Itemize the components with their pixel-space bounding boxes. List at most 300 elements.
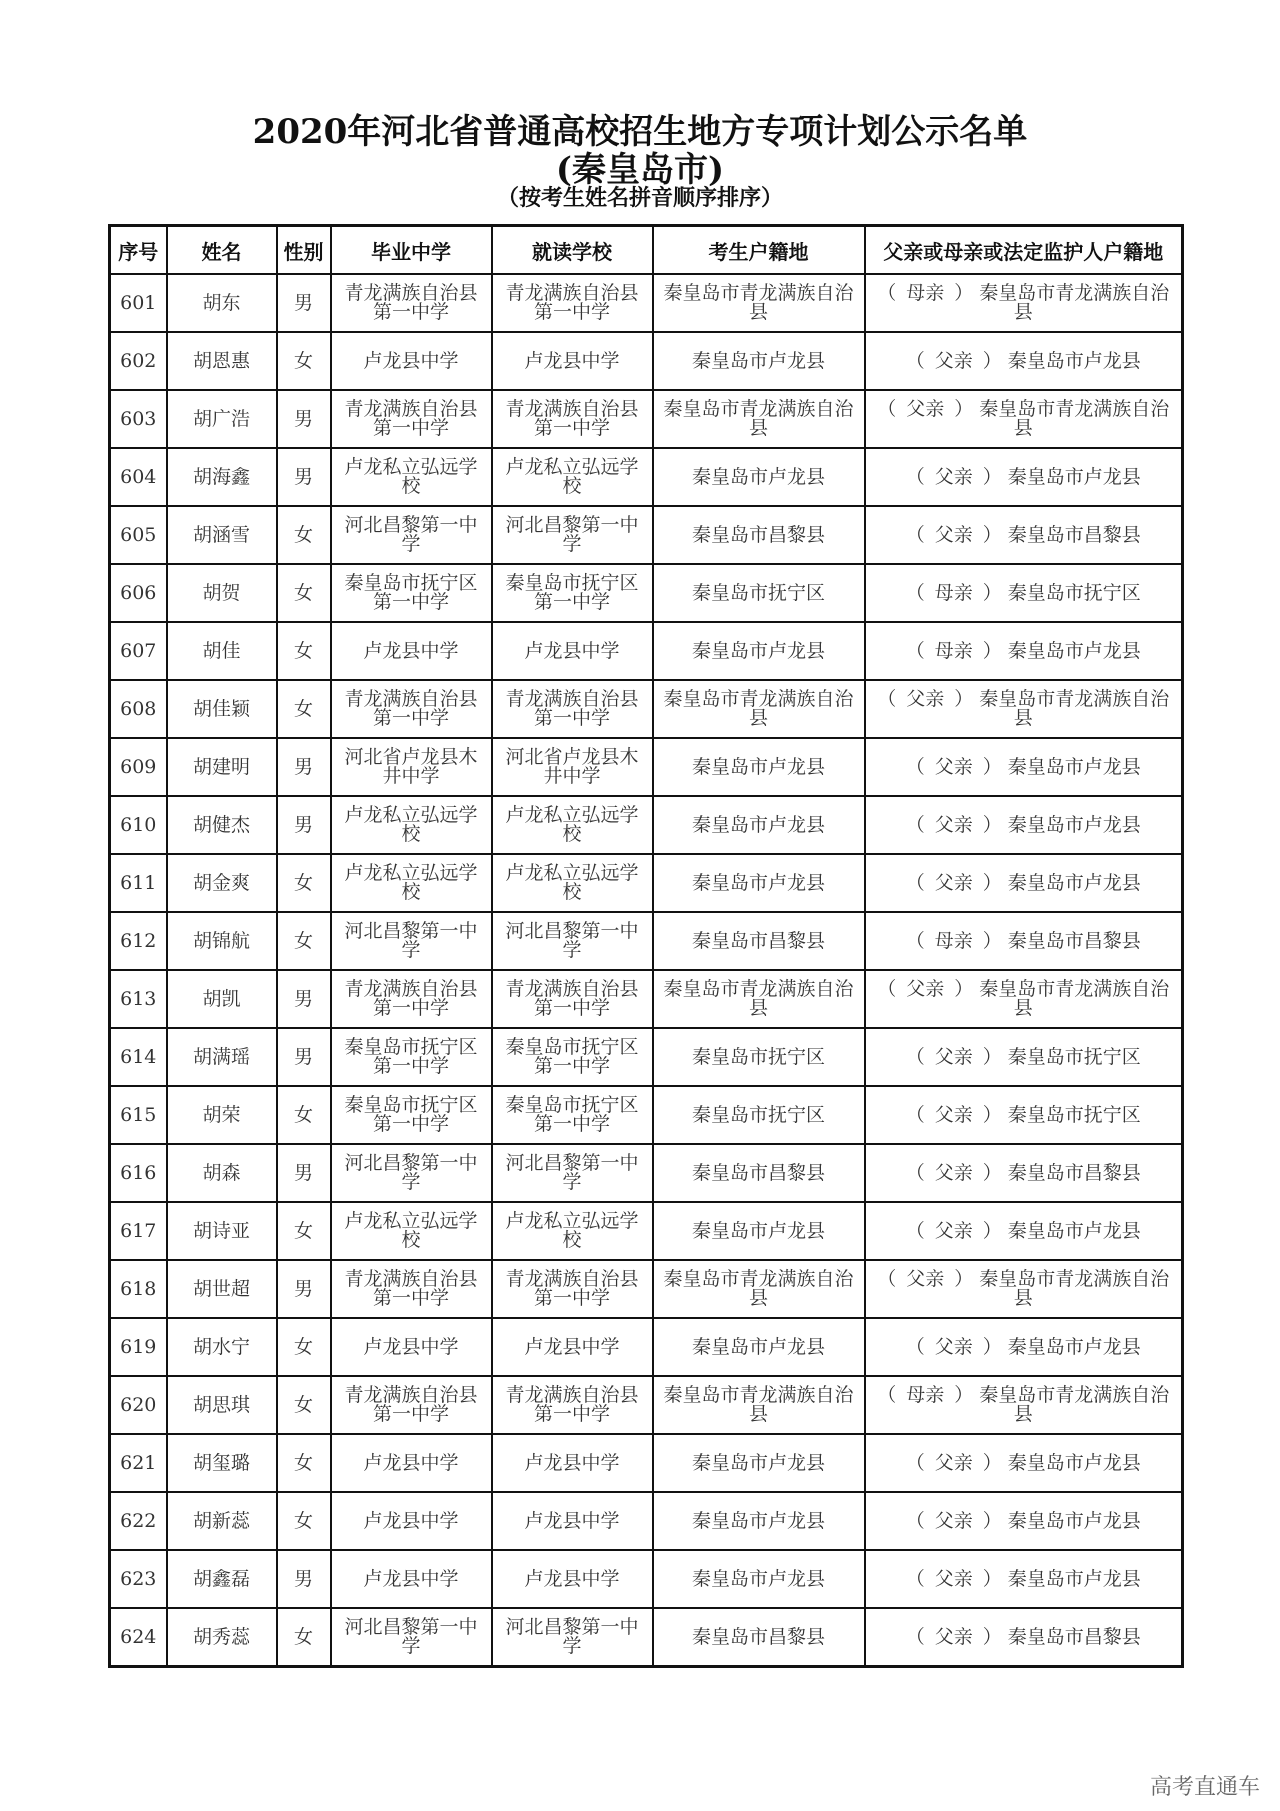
cell-current-school: 青龙满族自治县第一中学 <box>492 680 653 738</box>
cell-current-school: 卢龙私立弘远学校 <box>492 448 653 506</box>
table-row <box>110 1492 1183 1550</box>
parent-hukou: 秦皇岛市青龙满族自治县 <box>979 398 1170 439</box>
cell-sex: 女 <box>277 1434 331 1492</box>
cell-sex: 男 <box>277 448 331 506</box>
cell-grad-school: 青龙满族自治县第一中学 <box>331 390 492 448</box>
relation: 父亲 <box>906 398 945 420</box>
document-title: 2020年河北省普通高校招生地方专项计划公示名单 <box>252 112 1028 152</box>
paren-close: ） <box>982 1625 1002 1648</box>
cell-hukou: 秦皇岛市卢龙县 <box>653 796 865 854</box>
cell-grad-school: 青龙满族自治县第一中学 <box>331 1376 492 1434</box>
cell-parent-hukou <box>865 738 1183 796</box>
cell-no: 611 <box>110 854 167 912</box>
paren-close: ） <box>954 1268 974 1290</box>
cell-sex: 男 <box>277 1550 331 1608</box>
parent-hukou: 秦皇岛市青龙满族自治县 <box>979 688 1170 729</box>
cell-no: 608 <box>110 680 167 738</box>
cell-current-school: 卢龙县中学 <box>492 1550 653 1608</box>
cell-parent-hukou <box>865 390 1183 448</box>
paren-open: （ <box>905 1509 925 1532</box>
relation: 父亲 <box>934 1335 973 1358</box>
relation: 父亲 <box>934 1103 973 1126</box>
cell-sex: 女 <box>277 1376 331 1434</box>
cell-parent-hukou <box>865 1434 1183 1492</box>
parent-hukou: 秦皇岛市昌黎县 <box>1007 929 1141 952</box>
cell-parent-hukou <box>865 970 1183 1028</box>
paren-open: （ <box>905 1045 925 1068</box>
relation: 父亲 <box>934 1567 973 1590</box>
cell-name: 胡凯 <box>167 970 277 1028</box>
table-row <box>110 1434 1183 1492</box>
cell-hukou: 秦皇岛市昌黎县 <box>653 1144 865 1202</box>
cell-hukou: 秦皇岛市昌黎县 <box>653 912 865 970</box>
cell-sex: 女 <box>277 912 331 970</box>
cell-no: 605 <box>110 506 167 564</box>
cell-hukou: 秦皇岛市卢龙县 <box>653 332 865 390</box>
cell-grad-school: 卢龙县中学 <box>331 1550 492 1608</box>
cell-name: 胡思琪 <box>167 1376 277 1434</box>
cell-name: 胡健杰 <box>167 796 277 854</box>
cell-name: 胡东 <box>167 274 277 332</box>
paren-close: ） <box>982 813 1002 836</box>
relation: 父亲 <box>934 465 973 488</box>
relation: 父亲 <box>934 523 973 546</box>
cell-sex: 女 <box>277 1492 331 1550</box>
paren-open: （ <box>905 1103 925 1126</box>
cell-parent-hukou <box>865 1028 1183 1086</box>
paren-open: （ <box>905 639 925 662</box>
cell-name: 胡鑫磊 <box>167 1550 277 1608</box>
paren-close: ） <box>982 1161 1002 1184</box>
cell-current-school: 卢龙县中学 <box>492 1434 653 1492</box>
paren-close: ） <box>982 1451 1002 1474</box>
table-row <box>110 1260 1183 1318</box>
cell-grad-school: 卢龙县中学 <box>331 332 492 390</box>
paren-close: ） <box>982 1567 1002 1590</box>
cell-no: 623 <box>110 1550 167 1608</box>
parent-hukou: 秦皇岛市抚宁区 <box>1007 1103 1141 1126</box>
cell-no: 621 <box>110 1434 167 1492</box>
cell-hukou: 秦皇岛市昌黎县 <box>653 506 865 564</box>
col-header-no: 序号 <box>110 226 167 275</box>
cell-current-school: 河北省卢龙县木井中学 <box>492 738 653 796</box>
parent-hukou: 秦皇岛市卢龙县 <box>1007 871 1141 894</box>
cell-parent-hukou <box>865 332 1183 390</box>
parent-hukou: 秦皇岛市青龙满族自治县 <box>979 1268 1170 1309</box>
parent-hukou: 秦皇岛市昌黎县 <box>1007 1161 1141 1184</box>
cell-current-school: 卢龙私立弘远学校 <box>492 796 653 854</box>
cell-parent-hukou <box>865 1492 1183 1550</box>
col-header-sex: 性别 <box>277 226 331 275</box>
relation: 父亲 <box>934 1625 973 1648</box>
cell-name: 胡森 <box>167 1144 277 1202</box>
table-row <box>110 1318 1183 1376</box>
cell-sex: 男 <box>277 796 331 854</box>
table-row <box>110 622 1183 680</box>
cell-name: 胡满瑶 <box>167 1028 277 1086</box>
parent-hukou: 秦皇岛市卢龙县 <box>1007 465 1141 488</box>
table-row <box>110 564 1183 622</box>
cell-grad-school: 卢龙私立弘远学校 <box>331 854 492 912</box>
col-header-grad-school: 毕业中学 <box>331 226 492 275</box>
cell-current-school: 卢龙私立弘远学校 <box>492 1202 653 1260</box>
cell-sex: 男 <box>277 738 331 796</box>
cell-no: 620 <box>110 1376 167 1434</box>
cell-grad-school: 河北昌黎第一中学 <box>331 1144 492 1202</box>
cell-grad-school: 卢龙私立弘远学校 <box>331 796 492 854</box>
table-row <box>110 1086 1183 1144</box>
paren-close: ） <box>982 1335 1002 1358</box>
paren-open: （ <box>905 1335 925 1358</box>
table-row <box>110 1608 1183 1667</box>
paren-open: （ <box>905 349 925 372</box>
paren-open: （ <box>877 398 897 420</box>
paren-open: （ <box>905 813 925 836</box>
paren-close: ） <box>954 1384 974 1406</box>
cell-hukou: 秦皇岛市青龙满族自治县 <box>653 274 865 332</box>
cell-sex: 女 <box>277 680 331 738</box>
parent-hukou: 秦皇岛市卢龙县 <box>1007 1509 1141 1532</box>
cell-parent-hukou <box>865 1608 1183 1667</box>
paren-close: ） <box>982 755 1002 778</box>
relation: 父亲 <box>934 871 973 894</box>
cell-name: 胡佳颖 <box>167 680 277 738</box>
cell-grad-school: 秦皇岛市抚宁区第一中学 <box>331 1086 492 1144</box>
cell-parent-hukou <box>865 1202 1183 1260</box>
cell-current-school: 卢龙县中学 <box>492 1492 653 1550</box>
relation: 父亲 <box>934 1451 973 1474</box>
cell-name: 胡世超 <box>167 1260 277 1318</box>
cell-current-school: 青龙满族自治县第一中学 <box>492 274 653 332</box>
paren-close: ） <box>982 929 1002 952</box>
parent-hukou: 秦皇岛市卢龙县 <box>1007 639 1141 662</box>
paren-close: ） <box>954 282 974 304</box>
cell-parent-hukou <box>865 912 1183 970</box>
cell-grad-school: 卢龙县中学 <box>331 622 492 680</box>
cell-name: 胡诗亚 <box>167 1202 277 1260</box>
cell-no: 603 <box>110 390 167 448</box>
cell-sex: 女 <box>277 1318 331 1376</box>
cell-sex: 女 <box>277 1202 331 1260</box>
relation: 父亲 <box>934 1161 973 1184</box>
cell-no: 622 <box>110 1492 167 1550</box>
cell-hukou: 秦皇岛市卢龙县 <box>653 1318 865 1376</box>
cell-hukou: 秦皇岛市青龙满族自治县 <box>653 1376 865 1434</box>
parent-hukou: 秦皇岛市卢龙县 <box>1007 1219 1141 1242</box>
cell-sex: 男 <box>277 1144 331 1202</box>
col-header-parent-hukou: 父亲或母亲或法定监护人户籍地 <box>865 226 1183 275</box>
cell-parent-hukou <box>865 680 1183 738</box>
parent-hukou: 秦皇岛市卢龙县 <box>1007 755 1141 778</box>
paren-open: （ <box>905 523 925 546</box>
cell-parent-hukou <box>865 1550 1183 1608</box>
paren-open: （ <box>905 581 925 604</box>
cell-current-school: 河北昌黎第一中学 <box>492 506 653 564</box>
cell-name: 胡涵雪 <box>167 506 277 564</box>
parent-hukou: 秦皇岛市卢龙县 <box>1007 1451 1141 1474</box>
paren-open: （ <box>905 465 925 488</box>
relation: 母亲 <box>934 639 973 662</box>
cell-name: 胡水宁 <box>167 1318 277 1376</box>
paren-close: ） <box>954 978 974 1000</box>
table-header-row <box>110 226 1183 275</box>
paren-close: ） <box>982 1045 1002 1068</box>
cell-name: 胡金爽 <box>167 854 277 912</box>
cell-current-school: 卢龙县中学 <box>492 1318 653 1376</box>
cell-sex: 女 <box>277 1608 331 1667</box>
paren-open: （ <box>877 1268 897 1290</box>
cell-no: 606 <box>110 564 167 622</box>
cell-parent-hukou <box>865 1318 1183 1376</box>
table-row <box>110 912 1183 970</box>
sort-note: （按考生姓名拼音顺序排序） <box>496 185 783 211</box>
cell-name: 胡荣 <box>167 1086 277 1144</box>
parent-hukou: 秦皇岛市昌黎县 <box>1007 523 1141 546</box>
cell-no: 624 <box>110 1608 167 1667</box>
cell-current-school: 卢龙县中学 <box>492 332 653 390</box>
cell-parent-hukou <box>865 1376 1183 1434</box>
col-header-name: 姓名 <box>167 226 277 275</box>
cell-grad-school: 卢龙县中学 <box>331 1434 492 1492</box>
cell-grad-school: 秦皇岛市抚宁区第一中学 <box>331 1028 492 1086</box>
cell-parent-hukou <box>865 274 1183 332</box>
paren-close: ） <box>982 1509 1002 1532</box>
cell-no: 615 <box>110 1086 167 1144</box>
cell-hukou: 秦皇岛市卢龙县 <box>653 448 865 506</box>
cell-name: 胡锦航 <box>167 912 277 970</box>
parent-hukou: 秦皇岛市卢龙县 <box>1007 1335 1141 1358</box>
cell-name: 胡海鑫 <box>167 448 277 506</box>
parent-hukou: 秦皇岛市青龙满族自治县 <box>979 282 1170 323</box>
paren-close: ） <box>982 1103 1002 1126</box>
cell-current-school: 秦皇岛市抚宁区第一中学 <box>492 564 653 622</box>
cell-name: 胡佳 <box>167 622 277 680</box>
cell-hukou: 秦皇岛市抚宁区 <box>653 1028 865 1086</box>
cell-sex: 男 <box>277 970 331 1028</box>
cell-hukou: 秦皇岛市卢龙县 <box>653 1550 865 1608</box>
cell-no: 618 <box>110 1260 167 1318</box>
cell-name: 胡贺 <box>167 564 277 622</box>
cell-name: 胡秀蕊 <box>167 1608 277 1667</box>
paren-open: （ <box>877 282 897 304</box>
cell-sex: 男 <box>277 1260 331 1318</box>
cell-current-school: 河北昌黎第一中学 <box>492 1608 653 1667</box>
relation: 父亲 <box>934 349 973 372</box>
cell-grad-school: 青龙满族自治县第一中学 <box>331 680 492 738</box>
cell-hukou: 秦皇岛市青龙满族自治县 <box>653 1260 865 1318</box>
cell-hukou: 秦皇岛市卢龙县 <box>653 854 865 912</box>
cell-grad-school: 卢龙私立弘远学校 <box>331 448 492 506</box>
cell-hukou: 秦皇岛市青龙满族自治县 <box>653 680 865 738</box>
cell-name: 胡恩惠 <box>167 332 277 390</box>
table-row <box>110 970 1183 1028</box>
cell-sex: 女 <box>277 506 331 564</box>
cell-grad-school: 河北昌黎第一中学 <box>331 912 492 970</box>
cell-current-school: 河北昌黎第一中学 <box>492 1144 653 1202</box>
paren-open: （ <box>905 1567 925 1590</box>
cell-sex: 女 <box>277 622 331 680</box>
table-row <box>110 680 1183 738</box>
relation: 父亲 <box>906 978 945 1000</box>
cell-no: 604 <box>110 448 167 506</box>
cell-no: 614 <box>110 1028 167 1086</box>
parent-hukou: 秦皇岛市卢龙县 <box>1007 349 1141 372</box>
cell-grad-school: 河北昌黎第一中学 <box>331 506 492 564</box>
table-row <box>110 1144 1183 1202</box>
parent-hukou: 秦皇岛市青龙满族自治县 <box>979 978 1170 1019</box>
paren-close: ） <box>982 1219 1002 1242</box>
paren-open: （ <box>877 978 897 1000</box>
cell-hukou: 秦皇岛市青龙满族自治县 <box>653 970 865 1028</box>
cell-parent-hukou <box>865 796 1183 854</box>
cell-name: 胡建明 <box>167 738 277 796</box>
paren-open: （ <box>905 755 925 778</box>
relation: 母亲 <box>906 1384 945 1406</box>
cell-current-school: 卢龙私立弘远学校 <box>492 854 653 912</box>
table-row <box>110 1028 1183 1086</box>
cell-parent-hukou <box>865 506 1183 564</box>
cell-grad-school: 河北省卢龙县木井中学 <box>331 738 492 796</box>
cell-current-school: 河北昌黎第一中学 <box>492 912 653 970</box>
parent-hukou: 秦皇岛市抚宁区 <box>1007 1045 1141 1068</box>
parent-hukou: 秦皇岛市卢龙县 <box>1007 1567 1141 1590</box>
relation: 父亲 <box>934 1509 973 1532</box>
paren-open: （ <box>905 1219 925 1242</box>
paren-open: （ <box>905 1451 925 1474</box>
cell-no: 607 <box>110 622 167 680</box>
relation: 父亲 <box>934 1219 973 1242</box>
cell-sex: 女 <box>277 332 331 390</box>
cell-hukou: 秦皇岛市卢龙县 <box>653 1202 865 1260</box>
cell-grad-school: 青龙满族自治县第一中学 <box>331 274 492 332</box>
paren-open: （ <box>905 1625 925 1648</box>
relation: 父亲 <box>934 1045 973 1068</box>
cell-name: 胡玺璐 <box>167 1434 277 1492</box>
col-header-current-school: 就读学校 <box>492 226 653 275</box>
cell-hukou: 秦皇岛市卢龙县 <box>653 622 865 680</box>
cell-grad-school: 卢龙县中学 <box>331 1318 492 1376</box>
cell-current-school: 卢龙县中学 <box>492 622 653 680</box>
parent-hukou: 秦皇岛市青龙满族自治县 <box>979 1384 1170 1425</box>
paren-close: ） <box>982 465 1002 488</box>
cell-sex: 男 <box>277 274 331 332</box>
cell-no: 610 <box>110 796 167 854</box>
table-row <box>110 1376 1183 1434</box>
cell-no: 601 <box>110 274 167 332</box>
cell-grad-school: 河北昌黎第一中学 <box>331 1608 492 1667</box>
table-row <box>110 796 1183 854</box>
cell-name: 胡新蕊 <box>167 1492 277 1550</box>
relation: 母亲 <box>934 581 973 604</box>
cell-grad-school: 秦皇岛市抚宁区第一中学 <box>331 564 492 622</box>
cell-sex: 男 <box>277 1028 331 1086</box>
paren-close: ） <box>954 688 974 710</box>
cell-sex: 女 <box>277 564 331 622</box>
cell-parent-hukou <box>865 1144 1183 1202</box>
cell-parent-hukou <box>865 564 1183 622</box>
relation: 父亲 <box>934 755 973 778</box>
col-header-hukou: 考生户籍地 <box>653 226 865 275</box>
cell-sex: 女 <box>277 854 331 912</box>
parent-hukou: 秦皇岛市昌黎县 <box>1007 1625 1141 1648</box>
relation: 母亲 <box>934 929 973 952</box>
cell-parent-hukou <box>865 1260 1183 1318</box>
table-row <box>110 738 1183 796</box>
cell-sex: 女 <box>277 1086 331 1144</box>
paren-close: ） <box>954 398 974 420</box>
cell-current-school: 秦皇岛市抚宁区第一中学 <box>492 1086 653 1144</box>
cell-current-school: 青龙满族自治县第一中学 <box>492 1260 653 1318</box>
paren-close: ） <box>982 523 1002 546</box>
cell-grad-school: 青龙满族自治县第一中学 <box>331 1260 492 1318</box>
cell-name: 胡广浩 <box>167 390 277 448</box>
table-row <box>110 506 1183 564</box>
document-subtitle: (秦皇岛市) <box>555 150 725 190</box>
cell-no: 602 <box>110 332 167 390</box>
cell-current-school: 秦皇岛市抚宁区第一中学 <box>492 1028 653 1086</box>
cell-parent-hukou <box>865 1086 1183 1144</box>
cell-hukou: 秦皇岛市卢龙县 <box>653 1492 865 1550</box>
cell-no: 613 <box>110 970 167 1028</box>
cell-no: 619 <box>110 1318 167 1376</box>
paren-open: （ <box>877 1384 897 1406</box>
cell-current-school: 青龙满族自治县第一中学 <box>492 1376 653 1434</box>
paren-open: （ <box>877 688 897 710</box>
table-row <box>110 854 1183 912</box>
paren-open: （ <box>905 871 925 894</box>
cell-hukou: 秦皇岛市抚宁区 <box>653 1086 865 1144</box>
paren-open: （ <box>905 1161 925 1184</box>
table-row <box>110 332 1183 390</box>
cell-hukou: 秦皇岛市抚宁区 <box>653 564 865 622</box>
cell-no: 617 <box>110 1202 167 1260</box>
parent-hukou: 秦皇岛市抚宁区 <box>1007 581 1141 604</box>
cell-hukou: 秦皇岛市卢龙县 <box>653 1434 865 1492</box>
paren-close: ） <box>982 581 1002 604</box>
table-row <box>110 274 1183 332</box>
paren-open: （ <box>905 929 925 952</box>
cell-current-school: 青龙满族自治县第一中学 <box>492 970 653 1028</box>
table-row <box>110 448 1183 506</box>
cell-no: 609 <box>110 738 167 796</box>
table-row <box>110 1550 1183 1608</box>
cell-grad-school: 卢龙私立弘远学校 <box>331 1202 492 1260</box>
cell-current-school: 青龙满族自治县第一中学 <box>492 390 653 448</box>
cell-no: 612 <box>110 912 167 970</box>
cell-parent-hukou <box>865 854 1183 912</box>
relation: 母亲 <box>906 282 945 304</box>
paren-close: ） <box>982 871 1002 894</box>
paren-close: ） <box>982 349 1002 372</box>
paren-close: ） <box>982 639 1002 662</box>
parent-hukou: 秦皇岛市卢龙县 <box>1007 813 1141 836</box>
cell-hukou: 秦皇岛市青龙满族自治县 <box>653 390 865 448</box>
roster-table <box>108 224 1184 1668</box>
table-row <box>110 1202 1183 1260</box>
relation: 父亲 <box>906 688 945 710</box>
cell-grad-school: 青龙满族自治县第一中学 <box>331 970 492 1028</box>
cell-sex: 男 <box>277 390 331 448</box>
relation: 父亲 <box>906 1268 945 1290</box>
cell-hukou: 秦皇岛市卢龙县 <box>653 738 865 796</box>
cell-parent-hukou <box>865 622 1183 680</box>
cell-hukou: 秦皇岛市昌黎县 <box>653 1608 865 1667</box>
cell-grad-school: 卢龙县中学 <box>331 1492 492 1550</box>
cell-parent-hukou <box>865 448 1183 506</box>
table-row <box>110 390 1183 448</box>
relation: 父亲 <box>934 813 973 836</box>
cell-no: 616 <box>110 1144 167 1202</box>
